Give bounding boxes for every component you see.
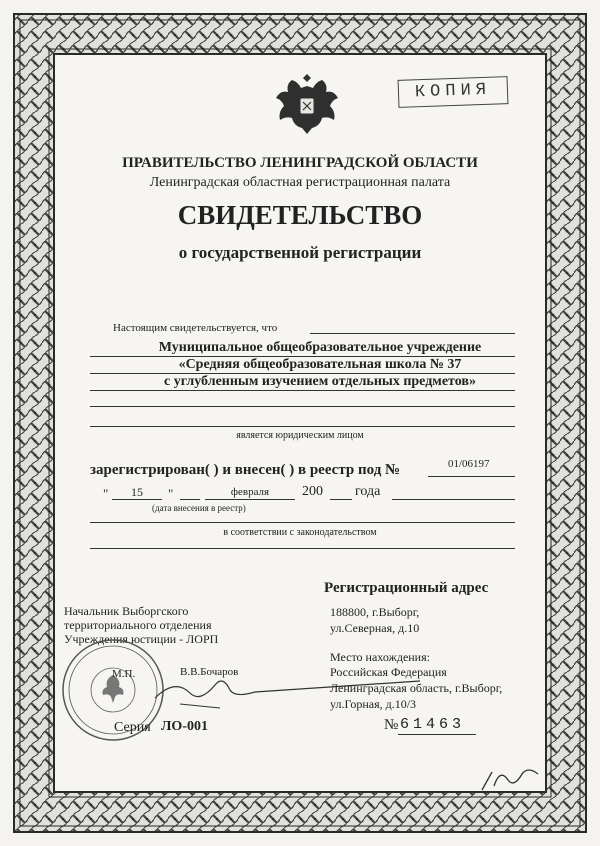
fill-line: [90, 406, 515, 407]
fill-line: [392, 499, 515, 500]
date-day: 15: [131, 485, 143, 499]
series-label: Серия: [114, 720, 151, 735]
fill-line: [205, 499, 295, 500]
fill-line: [180, 499, 200, 500]
coat-of-arms-icon: [270, 68, 344, 140]
entity-line-2: «Средняя общеобразовательная школа № 37: [178, 357, 462, 372]
location-line-1: Российская Федерация: [330, 665, 447, 679]
certify-label: Настоящим свидетельствуется, что: [113, 322, 278, 334]
fill-line: [112, 499, 162, 500]
certificate-number: 61463: [400, 716, 466, 733]
initials-signature-icon: [478, 762, 548, 796]
location-label: Место нахождения:: [330, 650, 430, 664]
certificate-subtitle: о государственной регистрации: [178, 243, 422, 262]
signatory-line-2: территориального отделения: [64, 618, 212, 632]
signatory-name: В.В.Бочаров: [180, 666, 239, 678]
fill-line: [428, 476, 515, 477]
address-heading: Регистрационный адрес: [324, 580, 489, 596]
entity-line-3: с углубленным изучением отдельных предметов»: [164, 374, 476, 389]
entity-line-1: Муниципальное общеобразовательное учреждение: [158, 340, 482, 355]
fill-line: [90, 390, 515, 391]
fill-line: [330, 499, 352, 500]
chamber-title: Ленинградская областная регистрационная палата: [149, 175, 451, 190]
fill-line: [310, 333, 515, 334]
law-caption: в соответствии с законодательством: [223, 527, 377, 538]
registered-text: зарегистрирован( ) и внесен( ) в реестр под №: [90, 462, 401, 478]
registry-number: 01/06197: [448, 458, 490, 470]
signatory-line-1: Начальник Выборгского: [64, 604, 189, 618]
date-caption: (дата внесения в реестр): [152, 503, 246, 513]
government-title: ПРАВИТЕЛЬСТВО ЛЕНИНГРАДСКОЙ ОБЛАСТИ: [122, 155, 478, 171]
date-suffix: года: [355, 484, 381, 499]
date-month: февраля: [230, 486, 270, 498]
legal-entity-caption: является юридическим лицом: [236, 430, 364, 441]
certificate-title: СВИДЕТЕЛЬСТВО: [177, 200, 423, 230]
fill-line: [90, 426, 515, 427]
reg-address-line-2: ул.Северная, д.10: [330, 621, 420, 635]
fill-line: [90, 548, 515, 549]
location-line-3: ул.Горная, д.10/3: [330, 697, 417, 711]
mp-label: М.П.: [112, 668, 136, 680]
fill-line: [398, 734, 476, 735]
series-value: ЛО-001: [161, 719, 208, 734]
certificate-page: КОПИЯ ПРАВИТЕЛЬСТВО ЛЕНИНГРАДСКОЙ ОБЛАСТИ Ленинградская областная регистрационная палата СВИДЕТЕЛЬСТВО о государственной регистрации Настоящим свидетельствуется, что Муниципальное общеобразовательное учреждение «Средняя общеобразовательная школа № 37 с углубленным изучением отдельных предметов» является юридическим лицом зарегистрирован( ) и внесен( ) в реестр под № 01/06197 " 15 " февраля 200 года (дата внесения в реестр) в соответствии с законодательством Начальник Выборгского территориального отделения Учреждения юстиции - ЛОРП М.П. В.В.Бочаров Регистрационный адрес 188800, г.Выборг, ул.Северная, д.10 Место нахождения: Российская Федерация Ленинградская область, г.Выборг, ул.Горная, д.10/3 Серия ЛО-001 № 61463: [0, 0, 600, 846]
copy-stamp: КОПИЯ: [398, 76, 509, 108]
number-sign: №: [384, 717, 399, 733]
fill-line: [90, 522, 515, 523]
location-line-2: Ленинградская область, г.Выборг,: [330, 681, 503, 695]
date-year: 200: [302, 484, 323, 499]
signatory-line-3: Учреждения юстиции - ЛОРП: [64, 632, 219, 646]
reg-address-line-1: 188800, г.Выборг,: [330, 605, 420, 619]
